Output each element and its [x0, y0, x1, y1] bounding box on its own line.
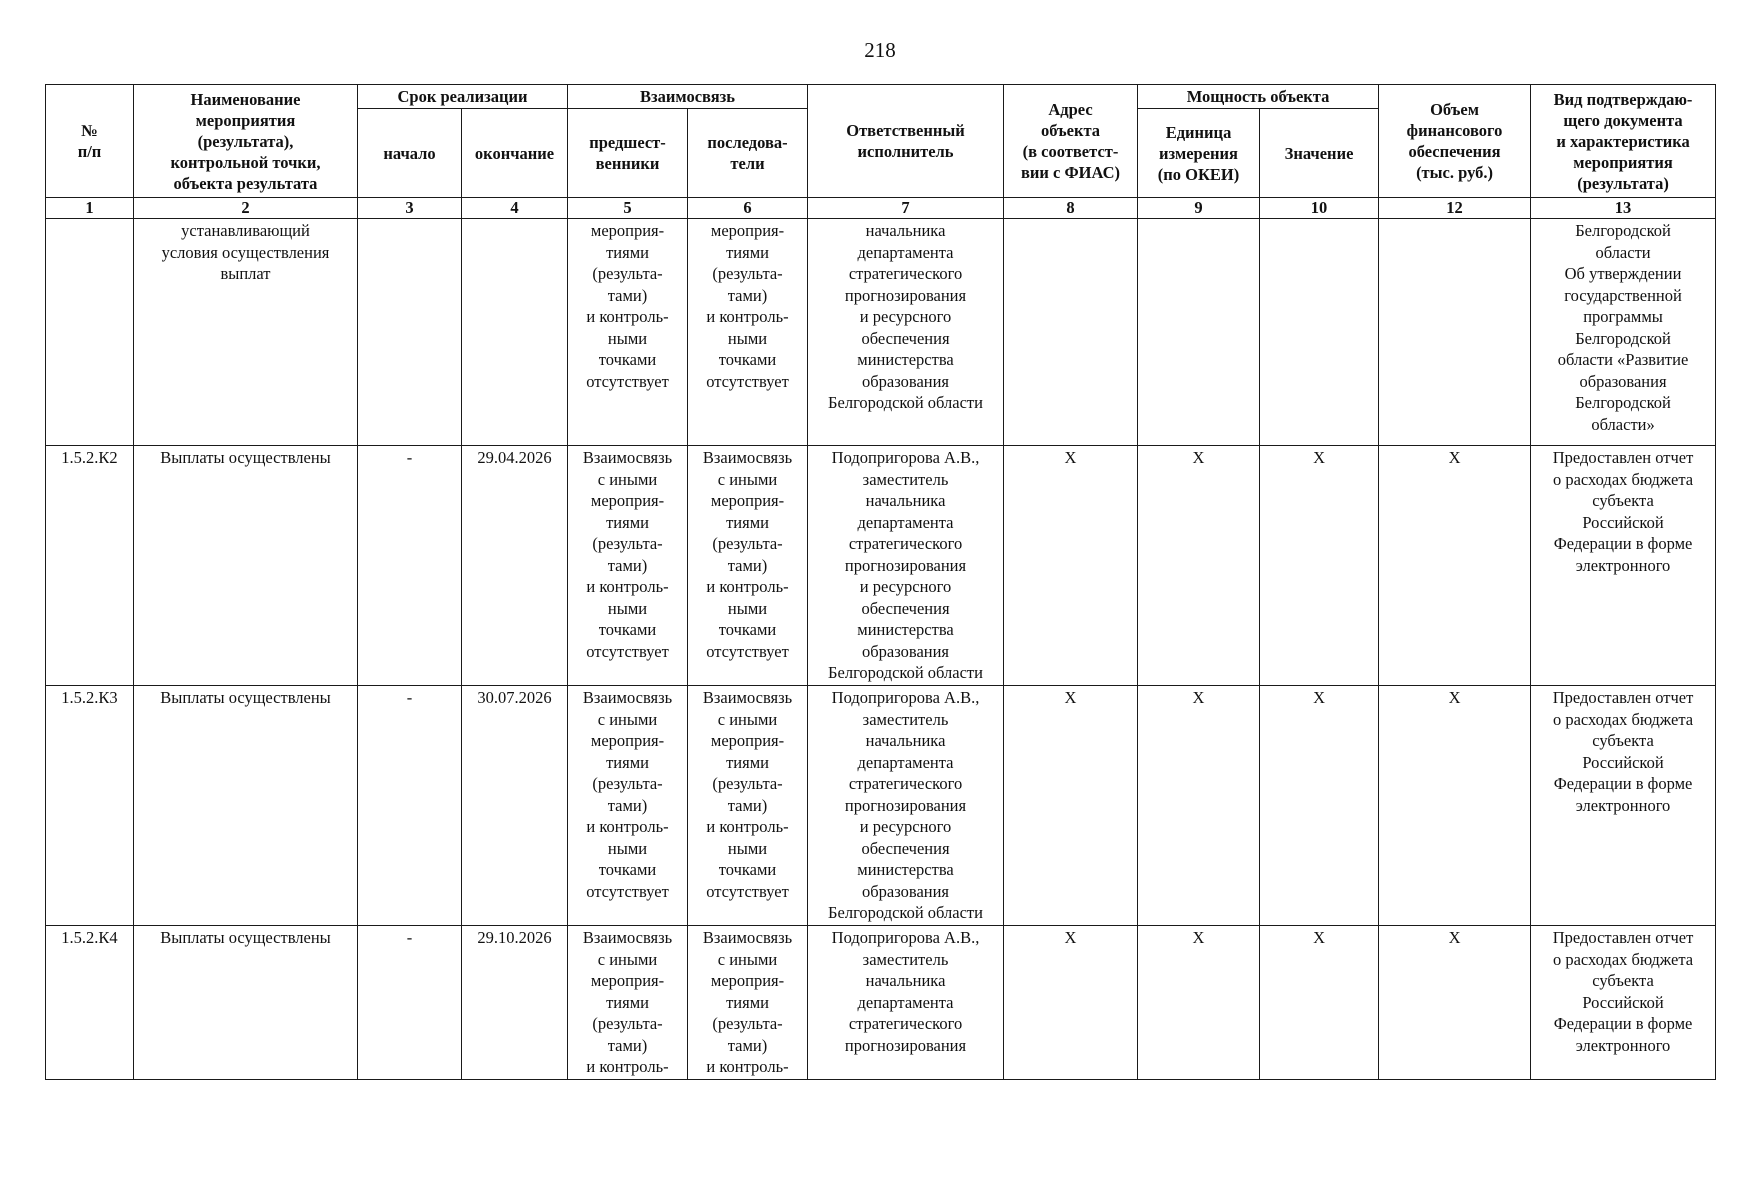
cell-funding [1379, 219, 1531, 446]
cell-num: 1.5.2.К4 [46, 926, 134, 1080]
header-period: Срок реализации [358, 85, 568, 109]
cell-document: Предоставлен отчет о расходах бюджета субъекта Российской Федерации в форме электронного [1531, 446, 1716, 686]
column-numbers-row [46, 198, 1716, 219]
cell-start: - [358, 446, 462, 686]
cell-end [462, 219, 568, 446]
header-name: Наименование мероприятия (результата), контрольной точки, объекта результата [134, 85, 358, 198]
cell-unit: X [1138, 446, 1260, 686]
cell-value: X [1260, 926, 1379, 1080]
cell-responsible: Подопригорова А.В., заместитель начальника департамента стратегического прогнозирования и ресурсного обеспечения министерства образования Белгородской области [808, 446, 1004, 686]
cell-unit: X [1138, 686, 1260, 926]
cell-funding: X [1379, 926, 1531, 1080]
cell-end: 29.04.2026 [462, 446, 568, 686]
header-funding: Объем финансового обеспечения (тыс. руб.) [1379, 85, 1531, 198]
table-row [46, 446, 1716, 686]
header-successors: последова- тели [688, 109, 808, 198]
cell-funding: X [1379, 686, 1531, 926]
cell-predecessors: Взаимосвязь с иными мероприя- тиями (результа- тами) и контроль- ными точками отсутствует [568, 446, 688, 686]
cell-predecessors: Взаимосвязь с иными мероприя- тиями (результа- тами) и контроль- ными точками отсутствует [568, 686, 688, 926]
cell-responsible: начальника департамента стратегического прогнозирования и ресурсного обеспечения министерства образования Белгородской области [808, 219, 1004, 446]
header-predecessors: предшест- венники [568, 109, 688, 198]
table-body [46, 219, 1716, 1080]
cell-address [1004, 219, 1138, 446]
column-number: 12 [1379, 198, 1531, 219]
cell-end: 29.10.2026 [462, 926, 568, 1080]
header-capacity: Мощность объекта [1138, 85, 1379, 109]
header-end: окончание [462, 109, 568, 198]
cell-num: 1.5.2.К3 [46, 686, 134, 926]
cell-successors: Взаимосвязь с иными мероприя- тиями (результа- тами) и контроль- [688, 926, 808, 1080]
cell-name: устанавливающий условия осуществления выплат [134, 219, 358, 446]
column-number: 2 [134, 198, 358, 219]
header-relation: Взаимосвязь [568, 85, 808, 109]
cell-predecessors: Взаимосвязь с иными мероприя- тиями (результа- тами) и контроль- [568, 926, 688, 1080]
cell-num [46, 219, 134, 446]
cell-funding: X [1379, 446, 1531, 686]
cell-value: X [1260, 446, 1379, 686]
cell-successors: Взаимосвязь с иными мероприя- тиями (результа- тами) и контроль- ными точками отсутствует [688, 686, 808, 926]
cell-value [1260, 219, 1379, 446]
header-num: № п/п [46, 85, 134, 198]
cell-start: - [358, 686, 462, 926]
table-header [46, 85, 1716, 219]
header-unit: Единица измерения (по ОКЕИ) [1138, 109, 1260, 198]
cell-address: X [1004, 926, 1138, 1080]
cell-unit [1138, 219, 1260, 446]
column-number: 13 [1531, 198, 1716, 219]
table-row [46, 926, 1716, 1080]
table-row [46, 219, 1716, 446]
cell-name: Выплаты осуществлены [134, 686, 358, 926]
header-responsible: Ответственный исполнитель [808, 85, 1004, 198]
column-number: 6 [688, 198, 808, 219]
header-document: Вид подтверждаю- щего документа и характеристика мероприятия (результата) [1531, 85, 1716, 198]
cell-name: Выплаты осуществлены [134, 446, 358, 686]
header-value: Значение [1260, 109, 1379, 198]
implementation-plan-table [45, 84, 1716, 1080]
cell-responsible: Подопригорова А.В., заместитель начальника департамента стратегического прогнозирования и ресурсного обеспечения министерства образования Белгородской области [808, 686, 1004, 926]
column-number: 9 [1138, 198, 1260, 219]
cell-responsible: Подопригорова А.В., заместитель начальника департамента стратегического прогнозирования [808, 926, 1004, 1080]
cell-document: Предоставлен отчет о расходах бюджета субъекта Российской Федерации в форме электронного [1531, 926, 1716, 1080]
table-row [46, 686, 1716, 926]
cell-address: X [1004, 446, 1138, 686]
cell-start: - [358, 926, 462, 1080]
cell-document: Предоставлен отчет о расходах бюджета субъекта Российской Федерации в форме электронного [1531, 686, 1716, 926]
cell-value: X [1260, 686, 1379, 926]
header-address: Адрес объекта (в соответст- вии с ФИАС) [1004, 85, 1138, 198]
cell-num: 1.5.2.К2 [46, 446, 134, 686]
cell-address: X [1004, 686, 1138, 926]
cell-name: Выплаты осуществлены [134, 926, 358, 1080]
cell-document: Белгородской области Об утверждении государственной программы Белгородской области «Развитие образования Белгородской области» [1531, 219, 1716, 446]
column-number: 10 [1260, 198, 1379, 219]
page-number: 218 [864, 38, 896, 62]
column-number: 8 [1004, 198, 1138, 219]
cell-successors: Взаимосвязь с иными мероприя- тиями (результа- тами) и контроль- ными точками отсутствует [688, 446, 808, 686]
header-start: начало [358, 109, 462, 198]
column-number: 1 [46, 198, 134, 219]
cell-start [358, 219, 462, 446]
column-number: 3 [358, 198, 462, 219]
column-number: 4 [462, 198, 568, 219]
cell-unit: X [1138, 926, 1260, 1080]
column-number: 5 [568, 198, 688, 219]
cell-end: 30.07.2026 [462, 686, 568, 926]
cell-successors: мероприя- тиями (результа- тами) и контроль- ными точками отсутствует [688, 219, 808, 446]
cell-predecessors: мероприя- тиями (результа- тами) и контроль- ными точками отсутствует [568, 219, 688, 446]
column-number: 7 [808, 198, 1004, 219]
